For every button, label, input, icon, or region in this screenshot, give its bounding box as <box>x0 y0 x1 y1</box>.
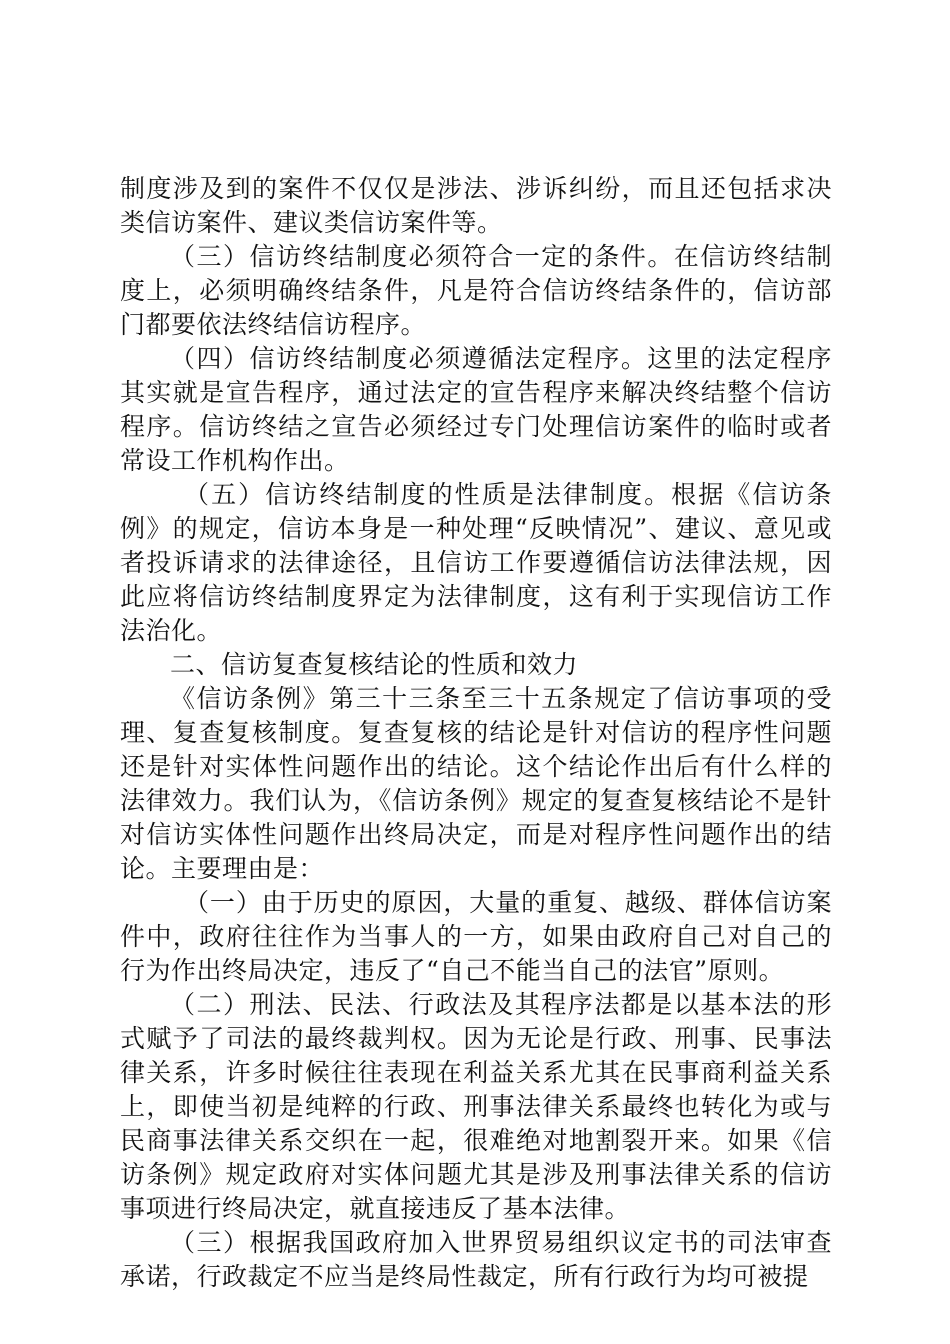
section-heading: 二、信访复查复核结论的性质和效力 <box>170 650 579 679</box>
paragraph-regulation-intro: 《信访条例》第三十三条至三十五条规定了信访事项的受理、复查复核制度。复查复核的结论是针对信访的程序性问题还是针对实体性问题作出的结论。这个结论作出后有什么样的法律效力。我们认为，《信访条例》规定的复查复核结论不是针对信访实体性问题作出终局决定，而是对程序性问题作出的结论。主要理由是： <box>120 684 832 883</box>
document-body <box>120 172 832 1294</box>
paragraph-item-five: （五）信访终结制度的性质是法律制度。根据《信访条例》的规定，信访本身是一种处理“反映情况”、建议、意见或者投诉请求的法律途径，且信访工作要遵循信访法律法规，因此应将信访终结制度界定为法律制度，这有利于实现信访工作法治化。 <box>120 480 832 645</box>
paragraph-reason-one: （一）由于历史的原因，大量的重复、越级、群体信访案件中，政府往往作为当事人的一方，如果由政府自己对自己的行为作出终局决定，违反了“自己不能当自己的法官”原则。 <box>120 888 832 985</box>
paragraph-reason-two: （二）刑法、民法、行政法及其程序法都是以基本法的形式赋予了司法的最终裁判权。因为无论是行政、刑事、民事法律关系，许多时候往往表现在利益关系尤其在民事商利益关系上，即使当初是纯粹的行政、刑事法律关系最终也转化为或与民商事法律关系交织在一起，很难绝对地割裂开来。如果《信访条例》规定政府对实体问题尤其是涉及刑事法律关系的信访事项进行终局决定，就直接违反了基本法律。 <box>120 990 832 1223</box>
paragraph-continuation: 制度涉及到的案件不仅仅是涉法、涉诉纠纷，而且还包括求决类信访案件、建议类信访案件等。 <box>120 174 832 237</box>
paragraph-item-three: （三）信访终结制度必须符合一定的条件。在信访终结制度上，必须明确终结条件，凡是符合信访终结条件的，信访部门都要依法终结信访程序。 <box>120 242 832 339</box>
paragraph-reason-three: （三）根据我国政府加入世界贸易组织议定书的司法审查承诺，行政裁定不应当是终局性裁定，所有行政行为均可被提 <box>120 1228 832 1291</box>
paragraph-item-four: （四）信访终结制度必须遵循法定程序。这里的法定程序其实就是宣告程序，通过法定的宣告程序来解决终结整个信访程序。信访终结之宣告必须经过专门处理信访案件的临时或者常设工作机构作出。 <box>120 344 832 475</box>
